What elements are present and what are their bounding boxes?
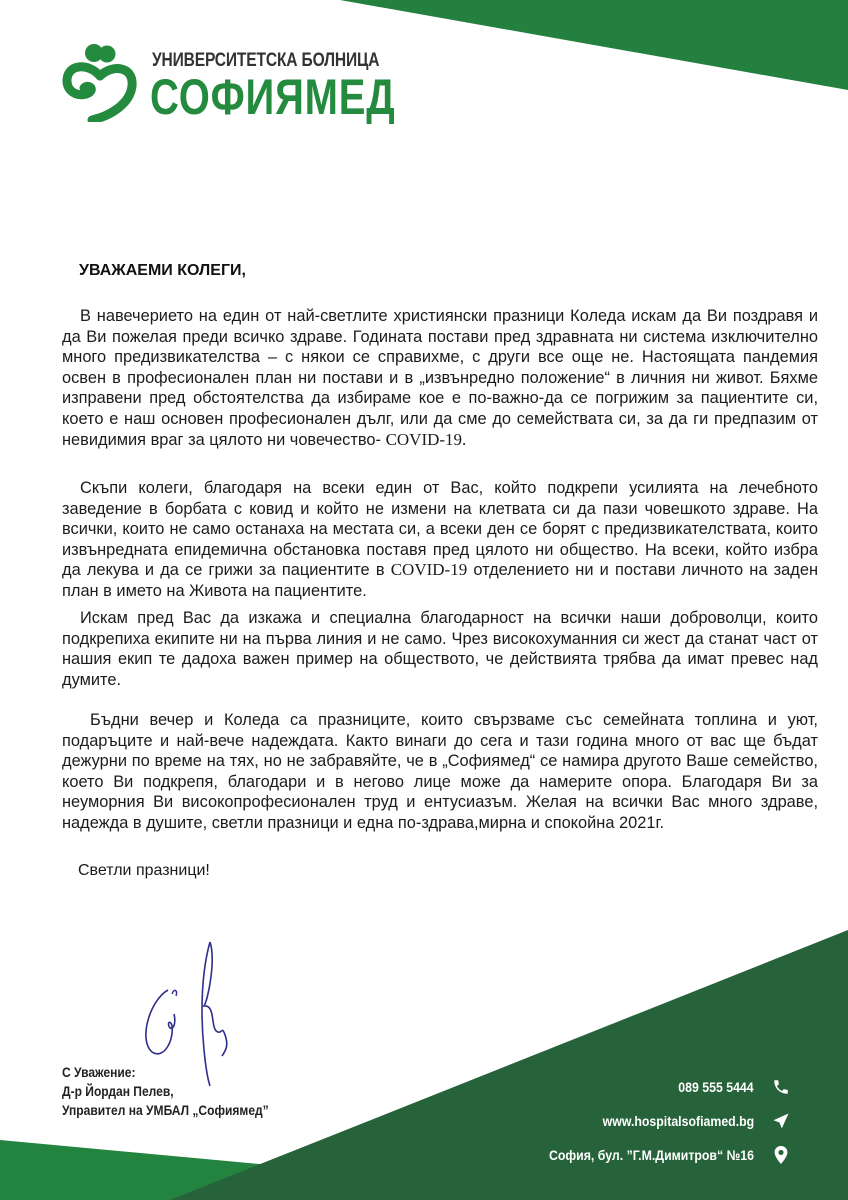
paragraph-text: Искам пред Вас да изкажа и специална благодарност на всички наши доброволци, които подкрепиха екипите ни на първа линия и не само. Чрез високохуманния си жест да станат част от нашия екип те дадоха важен пример на обществото, че действията трябва да имат превес над думите.: [62, 609, 818, 689]
address-text: София, бул. ”Г.М.Димитров“ №16: [548, 1147, 754, 1163]
logo-subtitle: УНИВЕРСИТЕТСКА БОЛНИЦА: [152, 50, 380, 71]
letter-paragraph-3: [62, 608, 818, 690]
top-green-band: [340, 0, 848, 90]
contact-info: [521, 1070, 790, 1172]
hospital-logo: [60, 42, 400, 125]
paragraph-text: В навечерието на един от най-светлите християнски празници Коледа искам да Ви поздравя и да Ви пожелая преди всичко здраве. Годината постави пред здравната ни система изключително много предизвикателства – с някои се справихме, с други все още не. Настоящата пандемия освен в професионален план ни постави и в „извънредно положение“ в личния ни живот. Бяхме изправени пред обстоятелства да избираме кое е по-важно-да се погрижим за пациентите си, което е наш основен професионален дълг, или да сме до семействата си, за да ги предпазим от невидимия враг за цялото ни човечество-: [62, 307, 818, 449]
contact-phone: [521, 1070, 790, 1104]
letter-paragraph-4: [62, 710, 818, 834]
website-link[interactable]: www.hospitalsofiamed.bg: [602, 1113, 754, 1129]
phone-icon: [772, 1078, 790, 1096]
send-icon: [772, 1112, 790, 1130]
location-pin-icon: [772, 1146, 790, 1164]
phone-number: 089 555 5444: [678, 1079, 754, 1095]
logo-name: СОФИЯМЕД: [150, 69, 396, 125]
contact-address: [521, 1138, 790, 1172]
letter-greeting: УВАЖАЕМИ КОЛЕГИ,: [79, 262, 246, 279]
sign-off-block: [62, 1063, 269, 1120]
heart-figure-icon: [60, 42, 142, 122]
paragraph-text: отделението ни и постави личното на заден план в името на Живота на пациентите.: [62, 561, 818, 600]
covid-mention: COVID-19: [390, 560, 468, 580]
sign-off-title: Управител на УМБАЛ „Софиямед”: [62, 1102, 269, 1118]
closing-wish: Светли празници!: [78, 862, 210, 879]
sign-off-regards: С Уважение:: [62, 1064, 136, 1080]
paragraph-text: Скъпи колеги, благодаря на всеки един от Вас, който подкрепи усилията на лечебното заведение в борбата с ковид и който не измени на клетвата си да пази човешкото здраве. На всички, които не само останаха на местата си, а всеки ден се борят с предизвикателствата, които извънредната епидемична обстановка поставя пред цялото ни общество. На всеки, който избра да лекува и да се грижи за пациентите в: [62, 479, 818, 580]
letter-paragraph-1: [62, 306, 818, 450]
covid-mention: COVID-19.: [385, 429, 467, 449]
letter-paragraph-2: [62, 478, 818, 602]
contact-website: [521, 1104, 790, 1138]
sign-off-name: Д-р Йордан Пелев,: [62, 1083, 174, 1099]
paragraph-text: Бъдни вечер и Коледа са празниците, които свързваме със семейната топлина и уют, подаръците и най-вече надеждата. Както винаги до сега и тази година много от вас ще бъдат дежурни по време на тях, но не забравяйте, че в „Софиямед“ се намира другото Ваше семейство, което Ви подкрепя, благодари и в негово лице може да намерите опора. Благодаря Ви за неуморния Ви високопрофесионален труд и ентусиазъм. Желая на всички Вас много здраве, надежда в душите, светли празници и една по-здрава,мирна и спокойна 2021г.: [62, 711, 818, 832]
